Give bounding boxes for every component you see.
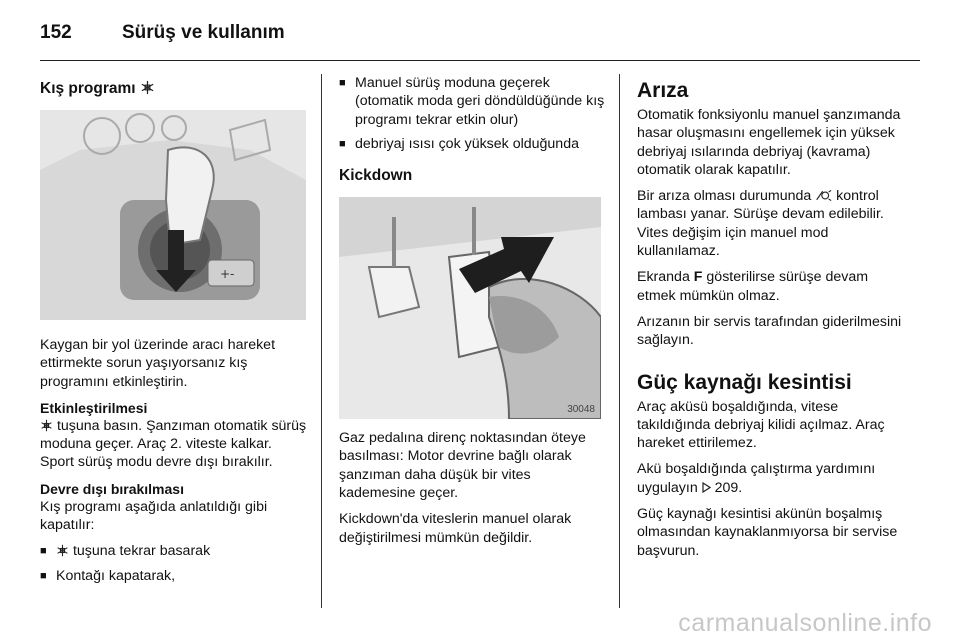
page-reference-triangle-icon <box>702 482 711 493</box>
activate-text: tuşuna basın. Şanzıman otomatik sürüş moduna geçer. Araç 2. viteste kalkar. Sport sürüş modu devre dışı bırakılır. <box>40 417 307 471</box>
kickdown-text-1: Gaz pedalına direnç noktasından öteye basılması: Motor devrine bağlı olarak şanzıman daha düşük bir vites kademesine geçer. <box>339 430 586 502</box>
power-text-3: Güç kaynağı kesintisi akünün boşalmış olmasından kaynaklanmıyorsa bir servise başvurun. <box>637 506 898 559</box>
pedal-illustration <box>339 197 601 419</box>
svg-text:+-: +- <box>220 267 235 281</box>
kickdown-heading: Kickdown <box>339 167 413 185</box>
snowflake-icon <box>140 80 155 95</box>
gear-selector-illustration <box>40 110 306 320</box>
column-2 <box>339 74 605 555</box>
column-divider-1 <box>321 74 322 608</box>
winter-program-heading: Kış programı <box>40 80 308 98</box>
kickdown-text-2: Kickdown'da viteslerin manuel olarak değiştirilmesi mümkün değildir. <box>339 511 572 546</box>
kickdown-figure <box>339 197 601 419</box>
column-3 <box>637 74 905 568</box>
fault-heading: Arıza <box>637 79 689 102</box>
column-divider-2 <box>619 74 620 608</box>
page-header <box>40 22 285 44</box>
activate-heading: Etkinleştirilmesi <box>40 399 148 416</box>
figure-code: 30048 <box>567 404 595 416</box>
list-item: ■ Kontağı kapatarak, <box>40 567 176 584</box>
list-item: ■ tuşuna tekrar basarak <box>40 543 211 560</box>
power-heading: Güç kaynağı kesintisi <box>637 370 852 394</box>
fault-text-1: Otomatik fonksiyonlu manuel şanzımanda hasar oluşmasını engellemek için yüksek debriyaj ısılarında debriyaj (kavrama) otomatik olarak kapatılır. <box>637 107 901 178</box>
snowflake-icon <box>56 544 69 557</box>
list-item: ■ Manuel sürüş moduna geçerek (otomatik moda geri döndüldüğünde kış programı tekrar etkin olur) <box>339 75 605 128</box>
snowflake-icon <box>40 419 53 432</box>
deactivate-text: Kış programı aşağıda anlatıldığı gibi kapatılır: <box>40 498 268 534</box>
list-item: ■ debriyaj ısısı çok yüksek olduğunda <box>339 135 579 152</box>
gear-selector-figure <box>40 110 306 320</box>
fault-text-4: Arızanın bir servis tarafından giderilmesini sağlayın. <box>637 313 902 349</box>
deactivate-heading: Devre dışı bırakılması <box>40 480 184 497</box>
winter-intro: Kaygan bir yol üzerinde aracı hareket ettirmekte sorun yaşıyorsanız kış programını etkinleştirin. <box>40 337 276 390</box>
power-text-1: Araç aküsü boşaldığında, vitese takıldığında debriyaj kilidi açılmaz. Araç hareket ettirilemez. <box>637 398 885 452</box>
page-number: 152 <box>40 22 72 43</box>
column-1 <box>40 74 308 591</box>
header-rule <box>40 60 920 61</box>
chapter-title: Sürüş ve kullanım <box>122 22 285 43</box>
power-text-2: Akü boşaldığında çalıştırma yardımını uygulayın 209. <box>637 461 876 496</box>
clutch-warning-icon <box>815 189 832 202</box>
watermark: carmanualsonline.info <box>678 609 932 637</box>
fault-text-3: Ekranda F gösterilirse sürüşe devam etmek mümkün olmaz. <box>637 269 869 304</box>
fault-text-2: Bir arıza olması durumunda kontrol lambası yanar. Sürüşe devam edilebilir. Vites değişim için manuel mod kullanılamaz. <box>637 188 884 260</box>
page-reference[interactable]: 209. <box>710 479 743 496</box>
